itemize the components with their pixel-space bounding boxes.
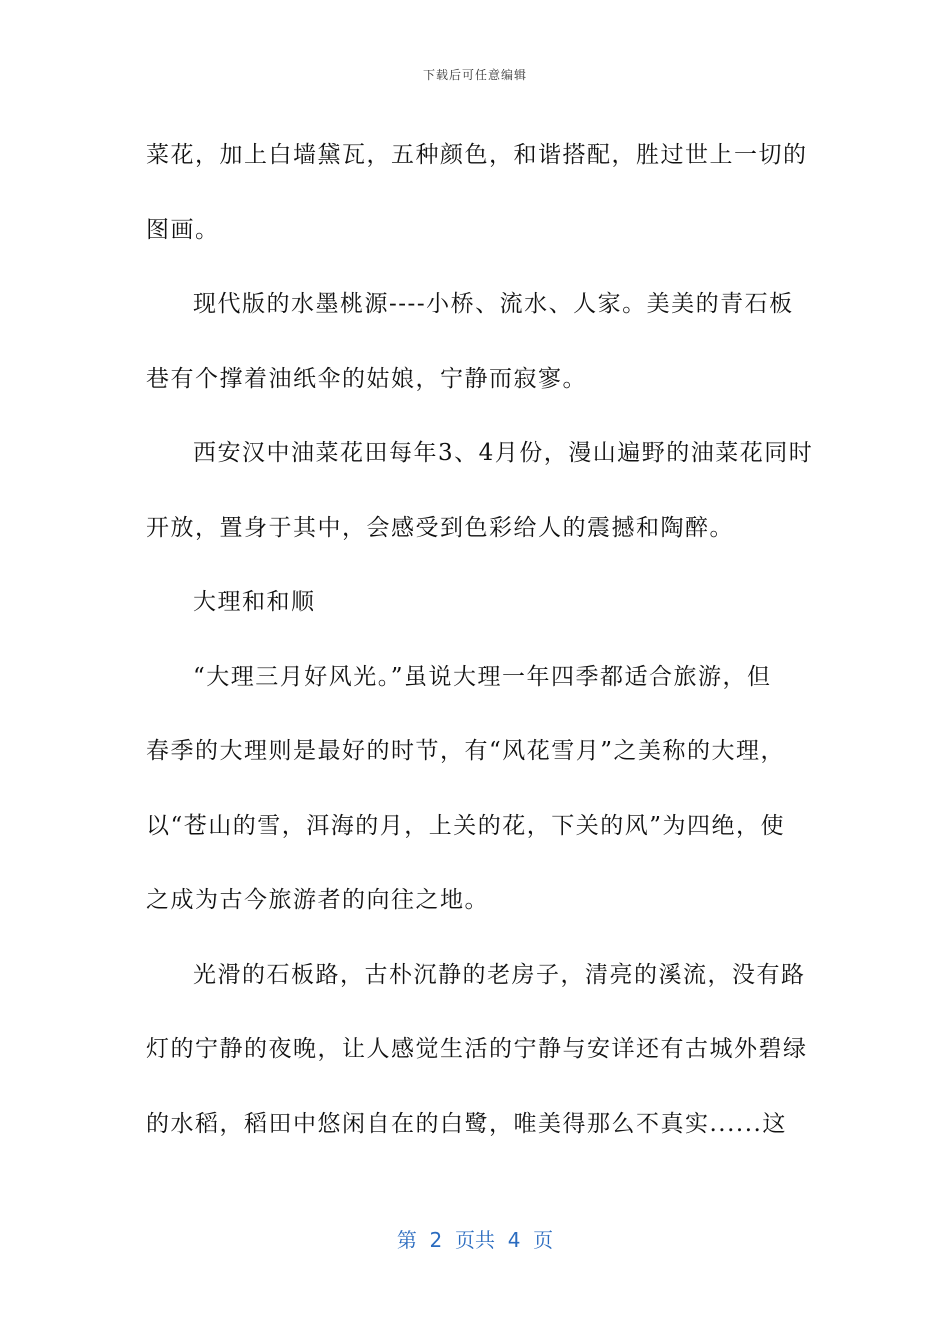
text-line: 之成为古今旅游者的向往之地。: [146, 887, 489, 913]
text-line: 巷有个撑着油纸伞的姑娘，宁静而寂寥。: [146, 365, 587, 392]
text-line: 开放，置身于其中，会感受到色彩给人的震撼和陶醉。: [146, 514, 734, 541]
text-line: 菜花，加上白墙黛瓦，五种颜色，和谐搭配，胜过世上一切的: [146, 142, 808, 168]
text-line: 西安汉中油菜花田每年3、4月份，漫山遍野的油菜花同时: [193, 440, 814, 466]
text-line: 春季的大理则是最好的时节，有“风花雪月”之美称的大理，: [146, 738, 786, 764]
text-line: “大理三月好风光。”虽说大理一年四季都适合旅游，但: [193, 663, 772, 690]
page-footer: 第 2 页共 4 页: [396, 1228, 554, 1252]
document-body: [146, 118, 814, 1161]
text-line: 光滑的石板路，古朴沉静的老房子，清亮的溪流，没有路: [193, 961, 806, 988]
text-line: 图画。: [146, 216, 220, 243]
text-line: 以“苍山的雪，洱海的月，上关的花，下关的风”为四绝，使: [146, 812, 786, 839]
text-line: 大理和和顺: [193, 589, 316, 615]
text-line: 灯的宁静的夜晚，让人感觉生活的宁静与安详还有古城外碧绿: [146, 1036, 808, 1062]
page-header: 下载后可任意编辑: [422, 68, 527, 82]
text-line: 的水稻，稻田中悠闲自在的白鹭，唯美得那么不真实......这: [146, 1110, 787, 1137]
text-line: 现代版的水墨桃源----小桥、流水、人家。美美的青石板: [193, 291, 794, 317]
